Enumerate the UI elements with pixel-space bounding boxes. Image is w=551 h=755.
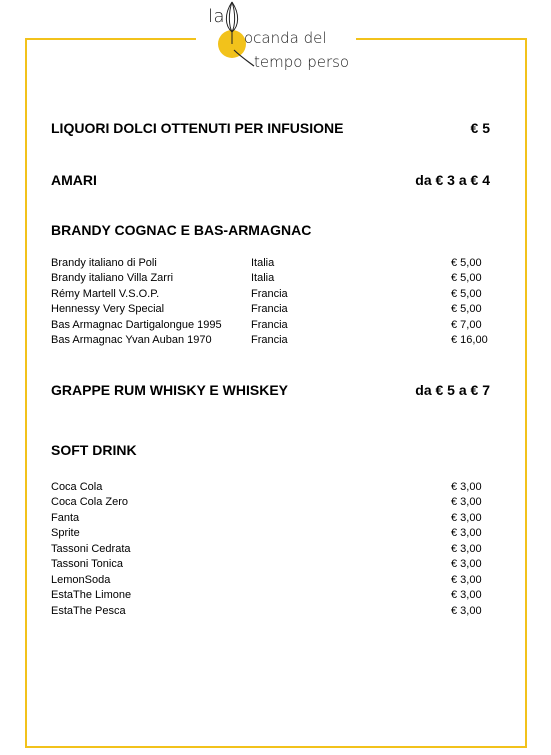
item-name: Brandy italiano Villa Zarri — [51, 272, 174, 284]
section-title-brandy: BRANDY COGNAC E BAS-ARMAGNAC — [51, 222, 312, 238]
list-item — [51, 589, 490, 604]
list-item — [51, 257, 490, 272]
item-name: Coca Cola — [51, 481, 103, 493]
item-country: Francia — [251, 334, 288, 346]
item-price: € 16,00 — [451, 334, 488, 346]
list-item — [51, 319, 490, 334]
list-item — [51, 512, 490, 527]
item-country: Italia — [251, 272, 275, 284]
item-name: Brandy italiano di Poli — [51, 257, 157, 269]
section-title-grappe: GRAPPE RUM WHISKY E WHISKEY — [51, 382, 288, 398]
list-item — [51, 543, 490, 558]
item-country: Italia — [251, 257, 275, 269]
logo-text-ocanda: ocanda del — [244, 29, 327, 47]
item-price: € 3,00 — [451, 481, 482, 493]
item-name: LemonSoda — [51, 574, 111, 586]
item-price: € 5,00 — [451, 288, 482, 300]
item-name: Coca Cola Zero — [51, 496, 129, 508]
item-name: Bas Armagnac Yvan Auban 1970 — [51, 334, 212, 346]
item-name: Tassoni Cedrata — [51, 543, 131, 555]
item-country: Francia — [251, 303, 288, 315]
section-price-liquori: € 5 — [470, 120, 490, 136]
item-price: € 5,00 — [451, 303, 482, 315]
item-name: EstaThe Limone — [51, 589, 132, 601]
item-price: € 3,00 — [451, 543, 482, 555]
item-price: € 3,00 — [451, 574, 482, 586]
section-title-liquori: LIQUORI DOLCI OTTENUTI PER INFUSIONE — [51, 120, 344, 136]
logo-text-tempo: tempo perso — [254, 53, 350, 71]
list-item — [51, 288, 490, 303]
list-item — [51, 303, 490, 318]
item-price: € 3,00 — [451, 512, 482, 524]
item-price: € 5,00 — [451, 272, 482, 284]
section-title-amari: AMARI — [51, 172, 97, 188]
item-country: Francia — [251, 288, 288, 300]
list-item — [51, 558, 490, 573]
logo-text-la: la — [208, 6, 226, 27]
item-price: € 3,00 — [451, 605, 482, 617]
item-name: Rémy Martell V.S.O.P. — [51, 288, 160, 300]
list-item — [51, 272, 490, 287]
item-price: € 5,00 — [451, 257, 482, 269]
list-item — [51, 334, 490, 349]
item-price: € 3,00 — [451, 558, 482, 570]
item-price: € 3,00 — [451, 527, 482, 539]
section-price-grappe: da € 5 a € 7 — [415, 382, 490, 398]
list-item — [51, 527, 490, 542]
item-price: € 7,00 — [451, 319, 482, 331]
section-price-amari: da € 3 a € 4 — [415, 172, 490, 188]
logo — [196, 0, 356, 80]
item-price: € 3,00 — [451, 496, 482, 508]
list-item — [51, 574, 490, 589]
item-name: Tassoni Tonica — [51, 558, 123, 570]
section-title-soft: SOFT DRINK — [51, 442, 137, 458]
item-country: Francia — [251, 319, 288, 331]
item-name: Hennessy Very Special — [51, 303, 165, 315]
item-name: Bas Armagnac Dartigalongue 1995 — [51, 319, 222, 331]
item-name: Sprite — [51, 527, 80, 539]
item-name: EstaThe Pesca — [51, 605, 126, 617]
item-price: € 3,00 — [451, 589, 482, 601]
item-name: Fanta — [51, 512, 80, 524]
list-item — [51, 605, 490, 620]
list-item — [51, 481, 490, 496]
list-item — [51, 496, 490, 511]
